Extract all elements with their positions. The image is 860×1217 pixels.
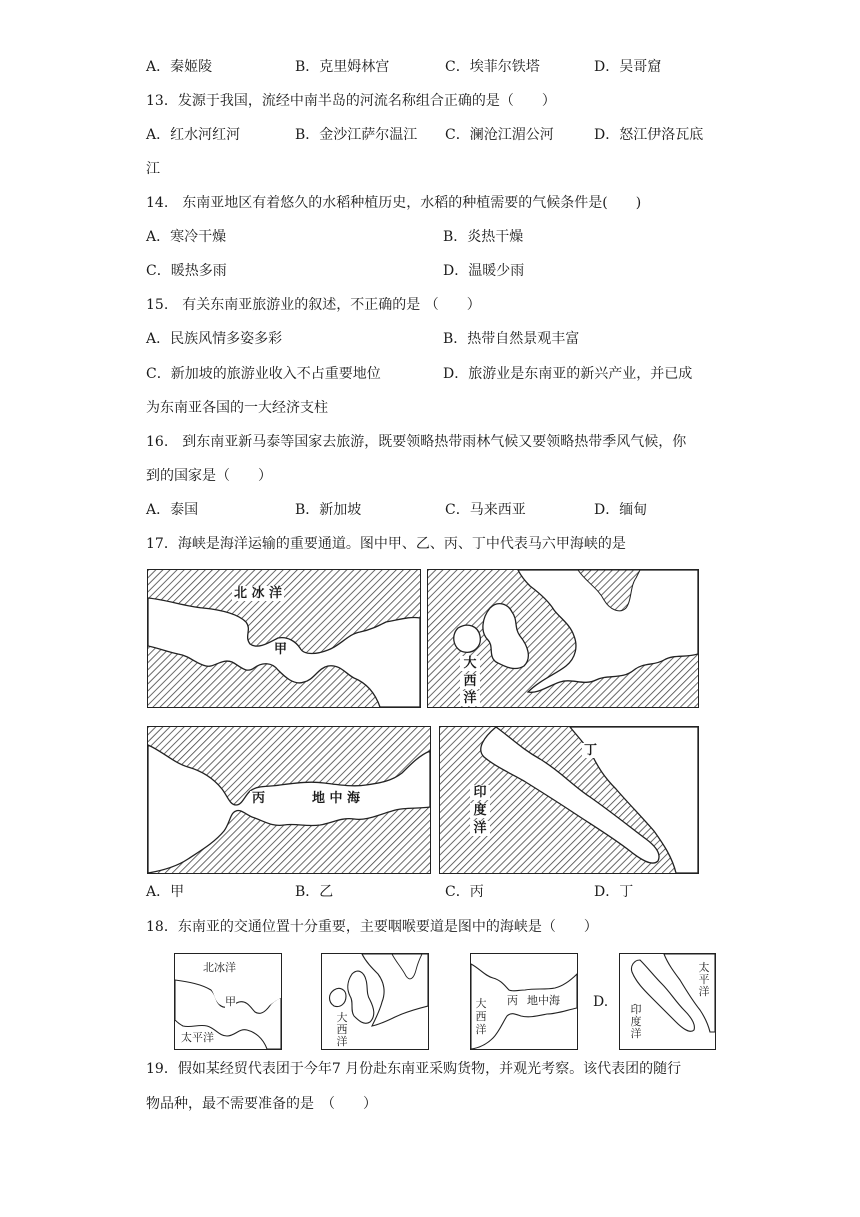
q17-option-c[interactable]: C．丙 (445, 884, 484, 900)
q13-option-d-wrap: 江 (146, 161, 160, 177)
q17-map-yi-label-da: 大 (460, 656, 480, 671)
q18-map-d-label-yang2: 洋 (630, 1027, 642, 1040)
q16-option-a[interactable]: A．泰国 (146, 502, 199, 518)
q17-option-a[interactable]: A．甲 (146, 884, 185, 900)
q13-stem: 13．发源于我国，流经中南半岛的河流名称组合正确的是（ ） (146, 93, 556, 109)
q17-map-bing-label-med: 地 中 海 (312, 791, 361, 806)
q16-option-c[interactable]: C．马来西亚 (445, 502, 526, 518)
q18-stem: 18．东南亚的交通位置十分重要，主要咽喉要道是图中的海峡是（ ） (146, 919, 598, 935)
q15-option-d[interactable]: D．旅游业是东南亚的新兴产业，并已成 (443, 366, 693, 382)
q18-map-b[interactable] (321, 953, 429, 1050)
q18-map-d-label-yin: 印 (630, 1003, 642, 1016)
q14-stem: 14. 东南亚地区有着悠久的水稻种植历史，水稻的种植需要的气候条件是( ) (146, 195, 642, 211)
q18-map-d-label-tai: 太 (698, 961, 710, 974)
q13-option-a[interactable]: A．红水河红河 (146, 127, 241, 143)
q12-option-c[interactable]: C．埃菲尔铁塔 (445, 59, 540, 75)
q18-map-a[interactable] (174, 953, 282, 1050)
q14-option-d[interactable]: D．温暖少雨 (443, 263, 525, 279)
q17-map-jia-label-arctic: 北 冰 洋 (234, 586, 283, 601)
q15-stem: 15. 有关东南亚旅游业的叙述，不正确的是 （ ） (146, 297, 481, 313)
q18-map-c-label-yang: 洋 (475, 1023, 487, 1036)
q12-option-b[interactable]: B．克里姆林宫 (295, 59, 390, 75)
q13-option-b[interactable]: B．金沙江萨尔温江 (295, 127, 418, 143)
q17-map-ding-label-yin: 印 (470, 785, 490, 800)
q18-map-a-label-arctic: 北冰洋 (203, 961, 236, 974)
q17-map-bing-drawing (148, 727, 430, 873)
q17-option-b[interactable]: B．乙 (295, 884, 334, 900)
q18-map-b-label-da: 大 (336, 1011, 348, 1024)
q15-option-c[interactable]: C．新加坡的旅游业收入不占重要地位 (146, 366, 381, 382)
q17-map-yi-label-xi: 西 (460, 674, 480, 689)
q18-map-d[interactable] (619, 953, 716, 1050)
q17-map-yi (427, 569, 699, 708)
q17-map-yi-label-yang: 洋 (460, 691, 480, 706)
q17-map-ding-drawing (440, 727, 698, 873)
q19-stem-line2: 物品种，最不需要准备的是 （ ） (146, 1096, 377, 1112)
q17-map-ding (439, 726, 699, 874)
q18-map-c[interactable] (470, 953, 578, 1050)
q14-option-a[interactable]: A．寒冷干燥 (146, 229, 227, 245)
q17-map-bing-label-bing: 丙 (252, 791, 266, 806)
q14-option-b[interactable]: B．炎热干燥 (443, 229, 524, 245)
q14-option-c[interactable]: C．暖热多雨 (146, 263, 227, 279)
q17-map-ding-label-ding: 丁 (584, 743, 598, 758)
q17-map-ding-label-du: 度 (470, 803, 490, 818)
q19-stem-line1: 19．假如某经贸代表团于今年7 月份赴东南亚采购货物，并观光考察。该代表团的随行 (146, 1061, 682, 1077)
q18-map-d-label-yang: 洋 (698, 985, 710, 998)
q17-map-jia (147, 569, 421, 708)
q17-map-bing (147, 726, 431, 874)
q16-stem-line2: 到的国家是（ ） (146, 468, 272, 484)
q15-option-a[interactable]: A．民族风情多姿多彩 (146, 331, 283, 347)
q18-map-c-label-med: 地中海 (527, 994, 560, 1007)
q16-option-d[interactable]: D．缅甸 (594, 502, 648, 518)
q18-map-b-label-xi: 西 (336, 1023, 348, 1036)
q13-option-c[interactable]: C．澜沧江湄公河 (445, 127, 554, 143)
q18-map-c-label-bing: 丙 (507, 994, 518, 1007)
q17-stem: 17．海峡是海洋运输的重要通道。图中甲、乙、丙、丁中代表马六甲海峡的是 (146, 536, 626, 552)
q12-option-d[interactable]: D．吴哥窟 (594, 59, 662, 75)
q17-map-jia-label-jia: 甲 (274, 642, 288, 657)
q18-map-a-label-pacific: 太平洋 (181, 1031, 214, 1044)
q15-option-d-wrap: 为东南亚各国的一大经济支柱 (146, 400, 328, 416)
q18-map-b-label-yang: 洋 (336, 1035, 348, 1048)
q18-map-a-label-jia: 甲 (225, 995, 236, 1008)
q16-stem-line1: 16. 到东南亚新马泰等国家去旅游，既要领略热带雨林气候又要领略热带季风气候，你 (146, 434, 687, 450)
q18-map-d-label-ping: 平 (698, 973, 710, 986)
q15-option-b[interactable]: B．热带自然景观丰富 (443, 331, 580, 347)
q18-map-c-label-xi: 西 (475, 1010, 487, 1023)
q13-option-d[interactable]: D．怒江伊洛瓦底 (594, 127, 704, 143)
q18-map-d-label-du: 度 (630, 1015, 642, 1028)
q12-option-a[interactable]: A．秦姬陵 (146, 59, 213, 75)
q16-option-b[interactable]: B．新加坡 (295, 502, 362, 518)
q18-option-d[interactable]: D. (593, 994, 609, 1010)
q17-option-d[interactable]: D．丁 (594, 884, 634, 900)
q17-map-ding-label-yang: 洋 (470, 821, 490, 836)
q18-map-c-label-da: 大 (475, 997, 487, 1010)
